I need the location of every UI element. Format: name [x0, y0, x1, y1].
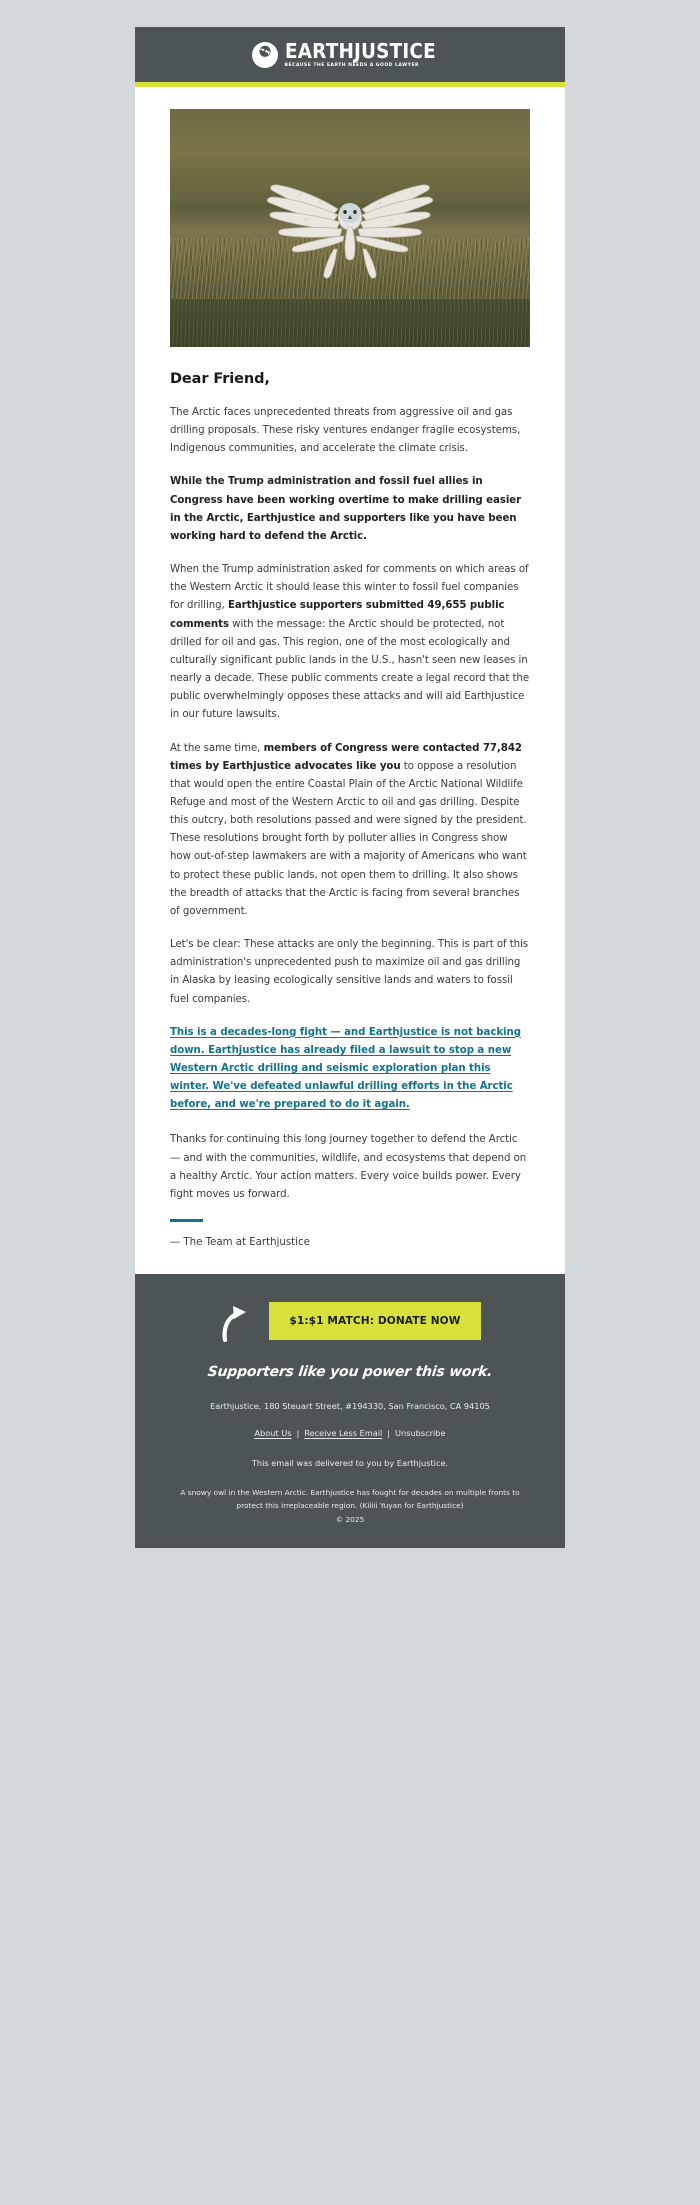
- signature-divider: [170, 1219, 203, 1222]
- logo-tagline: BECAUSE THE EARTH NEEDS A GOOD LAWYER: [284, 62, 420, 68]
- footer-links: [163, 1423, 537, 1441]
- unsubscribe-link[interactable]: Unsubscribe: [395, 1427, 446, 1438]
- p3-highlight: Earthjustice supporters submitted 49,655 public comments: [170, 600, 505, 630]
- email-footer: [135, 1274, 565, 1548]
- paragraph-bold-callout: While the Trump administration and fossil fuel allies in Congress have been working overtime to make drilling easier in the Arctic, Earthjustice and supporters like you have been working hard to defend the Arctic.: [170, 476, 522, 542]
- curved-arrow-icon: [219, 1300, 255, 1342]
- delivered-by-line: This email was delivered to you by Earthjustice.: [251, 1457, 449, 1468]
- email-body: [135, 347, 565, 1274]
- org-address: Earthjustice, 180 Steuart Street, #194330, San Francisco, CA 94105: [210, 1401, 490, 1412]
- paragraph-intro: The Arctic faces unprecedented threats from aggressive oil and gas drilling proposals. These risky ventures endanger fragile ecosystems, Indigenous communities, and accelerate the climate crisis.: [170, 407, 521, 455]
- hero-image-wrapper: [135, 87, 565, 347]
- logo-wordmark: EARTHJUSTICE: [284, 38, 436, 63]
- link-separator-2: |: [387, 1427, 391, 1438]
- earthjustice-logo[interactable]: [252, 38, 449, 69]
- copyright-line: © 2025: [335, 1514, 365, 1524]
- receive-less-email-link[interactable]: Receive Less Email: [304, 1427, 383, 1438]
- greeting-heading: Dear Friend,: [170, 371, 270, 387]
- decades-long-fight-link[interactable]: This is a decades-long fight — and Earthjustice is not backing down. Earthjustice has already filed a lawsuit to stop a new Western Arctic drilling and seismic exploration plan this winter. We've defeated unlawful drilling efforts in the Arctic before, and we're prepared to do it again.: [170, 1026, 521, 1111]
- paragraph-attacks-beginning: Let's be clear: These attacks are only the beginning. This is part of this administration's unprecedented push to maximize oil and gas drilling in Alaska by leasing ecologically sensitive lands and waters to fossil fuel companies.: [170, 939, 529, 1005]
- owl-figure: [234, 149, 466, 281]
- email-container: [135, 27, 565, 1548]
- p4-tail: to oppose a resolution that would open the entire Coastal Plain of the Arctic National Wildlife Refuge and most of the Western Arctic to oil and gas drilling. Despite this outcry, both resolutions passed and were signed by the president. These resolutions brought forth by polluter allies in Congress show how out-of-step lawmakers are with a majority of Americans who want to protect these public lands, not open them to drilling. It also shows the breadth of attacks that the Arctic is facing from several branches of government.: [170, 760, 527, 917]
- photo-foreground-layer: [170, 299, 530, 347]
- logo-text-block: [284, 38, 449, 69]
- p4-highlight: members of Congress were contacted 77,842 times by Earthjustice advocates like you: [170, 742, 522, 772]
- globe-pillar-icon: [252, 42, 278, 68]
- paragraph-thanks: Thanks for continuing this long journey together to defend the Arctic — and with the communities, wildlife, and ecosystems that depend on a healthy Arctic. Your action matters. Every voice builds power. Every fight moves us forward.: [170, 1134, 527, 1200]
- email-header: [135, 27, 565, 82]
- snowy-owl-photo: [170, 109, 530, 347]
- paragraph-congress-contacts: [170, 740, 530, 922]
- page-bottom-spacer: [0, 1548, 700, 1549]
- p4-lead: At the same time,: [170, 742, 264, 754]
- p3-tail: with the message: the Arctic should be protected, not drilled for oil and gas. This region, one of the most ecologically and culturally significant public lands in the U.S., hasn't seen new leases in nearly a decade. These public comments create a legal record that the public overwhelmingly opposes these attacks and will aid Earthjustice in our future lawsuits.: [170, 618, 530, 721]
- signoff-line: — The Team at Earthjustice: [170, 1237, 310, 1249]
- p3-lead: When the Trump administration asked for comments on which areas of the Western Arctic it should lease this winter to fossil fuel companies for drilling,: [170, 564, 529, 612]
- donate-now-button[interactable]: $1:$1 MATCH: DONATE NOW: [269, 1302, 480, 1340]
- paragraph-cta-link: [170, 1024, 530, 1115]
- paragraph-public-comments: [170, 561, 530, 724]
- link-separator-1: |: [296, 1427, 300, 1438]
- about-us-link[interactable]: About Us: [254, 1427, 292, 1438]
- photo-credit: A snowy owl in the Western Arctic. Earthjustice has fought for decades on multiple fronts to protect this irreplaceable region. (Kiliii Yuyan for Earthjustice): [180, 1488, 520, 1511]
- supporters-script-line: Supporters like you power this work.: [206, 1364, 494, 1381]
- donate-cta-row: [163, 1300, 537, 1342]
